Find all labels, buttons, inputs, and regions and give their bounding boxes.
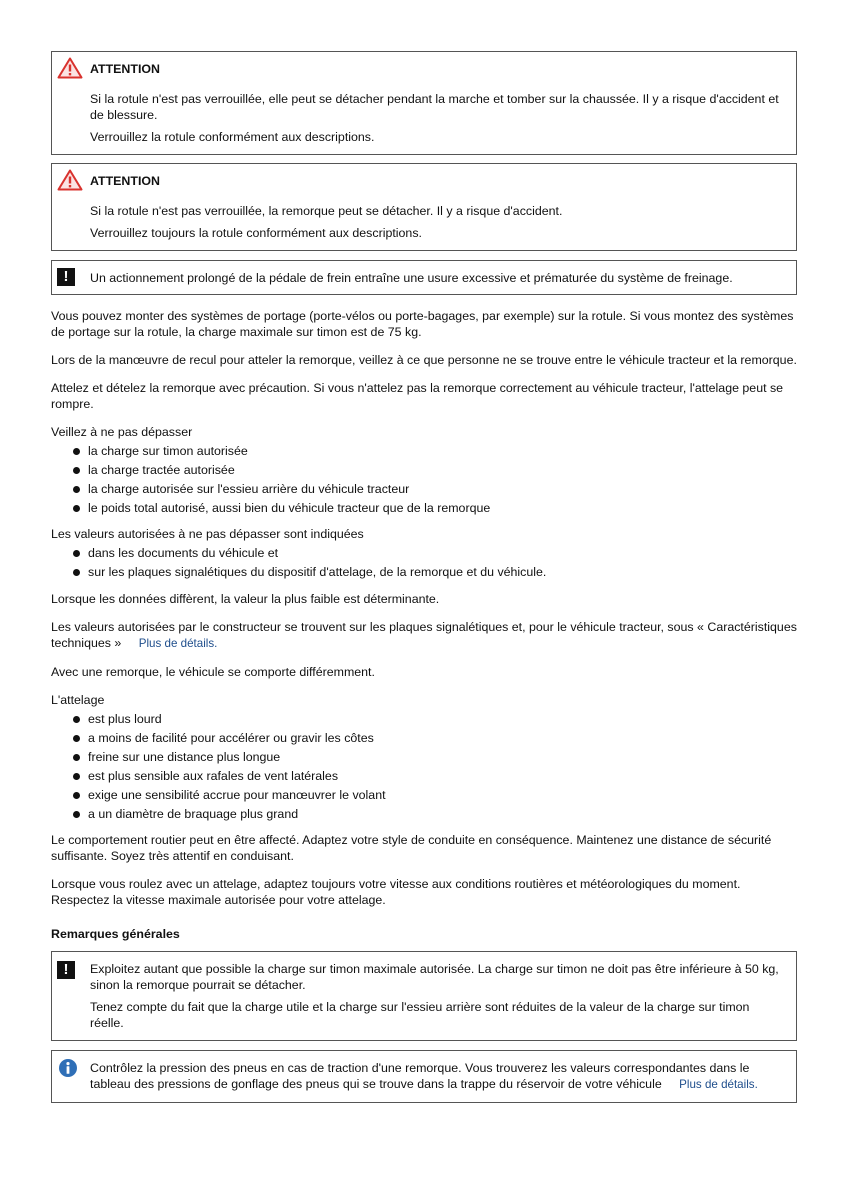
details-link[interactable]: Plus de détails.	[679, 1078, 758, 1091]
warning-triangle-icon	[57, 169, 83, 195]
paragraph: Avec une remorque, le véhicule se comporte différemment.	[51, 665, 375, 679]
warning-text: Si la rotule n'est pas verrouillée, elle peut se détacher pendant la marche et tomber sur la chaussée. Il y a risque d'accident et de blessure.	[90, 92, 779, 122]
list-item: freine sur une distance plus longue	[51, 748, 797, 767]
list-item: a un diamètre de braquage plus grand	[51, 805, 797, 824]
paragraph: Lorsque les données diffèrent, la valeur la plus faible est déterminante.	[51, 592, 440, 606]
paragraph: L'attelage	[51, 693, 105, 707]
paragraph: Vous pouvez monter des systèmes de portage (porte-vélos ou porte-bagages, par exemple) sur la rotule. Si vous montez des systèmes de portage sur la rotule, la charge maximale sur timon est de 75 kg.	[51, 309, 794, 339]
paragraph: Attelez et dételez la remorque avec précaution. Si vous n'attelez pas la remorque correctement au véhicule tracteur, l'attelage peut se rompre.	[51, 381, 784, 411]
exclamation-icon: !	[57, 268, 75, 286]
warning-title: ATTENTION	[90, 62, 160, 76]
paragraph	[51, 619, 797, 652]
info-icon	[58, 1058, 78, 1082]
paragraph: Le comportement routier peut en être affecté. Adaptez votre style de conduite en conséquence. Maintenez une distance de sécurité suffisante. Soyez très attentif en conduisant.	[51, 833, 772, 863]
info-text-body: Contrôlez la pression des pneus en cas de traction d'une remorque. Vous trouverez les valeurs correspondantes dans le tableau des pressions de gonflage des pneus qui se trouve dans la trappe du réservoir de votre véhicule	[90, 1061, 750, 1091]
info-text	[90, 1060, 784, 1093]
warning-box	[51, 163, 797, 251]
section-heading: Remarques générales	[51, 927, 180, 941]
paragraph-text: Les valeurs autorisées par le constructeur se trouvent sur les plaques signalétiques et, pour le véhicule tracteur, sous « Caractéristiques techniques »	[51, 620, 797, 650]
list-item: la charge autorisée sur l'essieu arrière du véhicule tracteur	[51, 480, 797, 499]
notice-box	[51, 260, 797, 295]
notice-text: Tenez compte du fait que la charge utile et la charge sur l'essieu arrière sont réduites de la valeur de la charge sur timon réelle.	[90, 1000, 750, 1030]
list-item: est plus sensible aux rafales de vent latérales	[51, 767, 797, 786]
warning-text: Verrouillez toujours la rotule conformément aux descriptions.	[90, 226, 422, 240]
page-content	[51, 51, 797, 1103]
list-item: exige une sensibilité accrue pour manœuvrer le volant	[51, 786, 797, 805]
info-box	[51, 1050, 797, 1103]
paragraph: Lors de la manœuvre de recul pour atteler la remorque, veillez à ce que personne ne se trouve entre le véhicule tracteur et la remorque.	[51, 353, 797, 367]
list-item: sur les plaques signalétiques du dispositif d'attelage, de la remorque et du véhicule.	[51, 563, 797, 582]
bullet-list	[51, 710, 797, 824]
details-link[interactable]: Plus de détails.	[138, 637, 218, 650]
list-item: a moins de facilité pour accélérer ou gravir les côtes	[51, 729, 797, 748]
warning-text: Verrouillez la rotule conformément aux descriptions.	[90, 130, 375, 144]
warning-text: Si la rotule n'est pas verrouillée, la remorque peut se détacher. Il y a risque d'accident.	[90, 204, 563, 218]
notice-text: Un actionnement prolongé de la pédale de frein entraîne une usure excessive et prématurée du système de freinage.	[90, 271, 733, 285]
warning-triangle-icon	[57, 57, 83, 83]
list-item: la charge tractée autorisée	[51, 461, 797, 480]
notice-box	[51, 951, 797, 1041]
list-item: le poids total autorisé, aussi bien du véhicule tracteur que de la remorque	[51, 499, 797, 518]
notice-text: Exploitez autant que possible la charge sur timon maximale autorisée. La charge sur timon ne doit pas être inférieure à 50 kg, sinon la remorque pourrait se détacher.	[90, 962, 779, 992]
paragraph: Lorsque vous roulez avec un attelage, adaptez toujours votre vitesse aux conditions routières et météorologiques du moment. Respectez la vitesse maximale autorisée pour votre attelage.	[51, 877, 741, 907]
bullet-list	[51, 544, 797, 582]
exclamation-icon: !	[57, 961, 75, 979]
bullet-list	[51, 442, 797, 518]
paragraph: Les valeurs autorisées à ne pas dépasser sont indiquées	[51, 527, 364, 541]
list-item: dans les documents du véhicule et	[51, 544, 797, 563]
list-item: la charge sur timon autorisée	[51, 442, 797, 461]
list-item: est plus lourd	[51, 710, 797, 729]
warning-box	[51, 51, 797, 155]
warning-title: ATTENTION	[90, 174, 160, 188]
paragraph: Veillez à ne pas dépasser	[51, 425, 193, 439]
